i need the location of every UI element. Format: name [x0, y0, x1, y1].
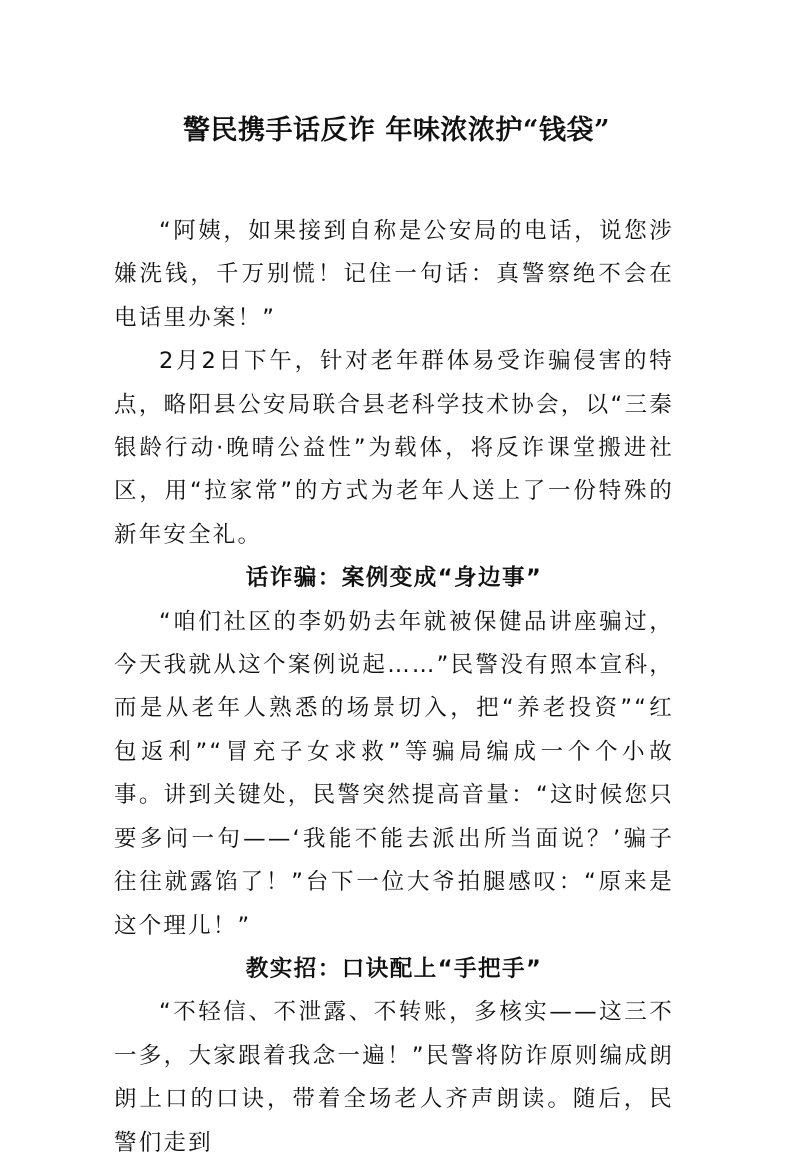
article-body — [114, 210, 674, 1165]
event-paragraph: 2月2日下午，针对老年群体易受诈骗侵害的特点，略阳县公安局联合县老科学技术协会，以“三秦银龄行动·晚晴公益性”为载体，将反诈课堂搬进社区，用“拉家常”的方式为老年人送上了一份特殊的新年安全礼。 — [114, 348, 674, 548]
section-heading-tips: 教实招：口诀配上“手把手” — [245, 955, 543, 982]
tips-paragraph: “不轻信、不泄露、不转账，多核实——这三不一多，大家跟着我念一遍！”民警将防诈原则编成朗朗上口的口诀，带着全场老人齐声朗读。随后，民警们走到 — [114, 999, 674, 1156]
section-heading-cases: 话诈骗：案例变成“身边事” — [245, 565, 543, 592]
intro-quote-paragraph: “阿姨，如果接到自称是公安局的电话，说您涉嫌洗钱，千万别慌！记住一句话：真警察绝不会在电话里办案！” — [114, 218, 674, 331]
article-title: 警民携手话反诈 年味浓浓护“钱袋” — [183, 115, 610, 146]
cases-paragraph: “咱们社区的李奶奶去年就被保健品讲座骗过，今天我就从这个案例说起……”民警没有照本宣科，而是从老年人熟悉的场景切入，把“养老投资”“红包返利”“冒充子女求救”等骗局编成一个个小故事。讲到关键处，民警突然提高音量：“这时候您只要多问一句——‘我能不能去派出所当面说？’骗子往往就露馅了！”台下一位大爷拍腿感叹：“原来是这个理儿！” — [114, 608, 674, 939]
